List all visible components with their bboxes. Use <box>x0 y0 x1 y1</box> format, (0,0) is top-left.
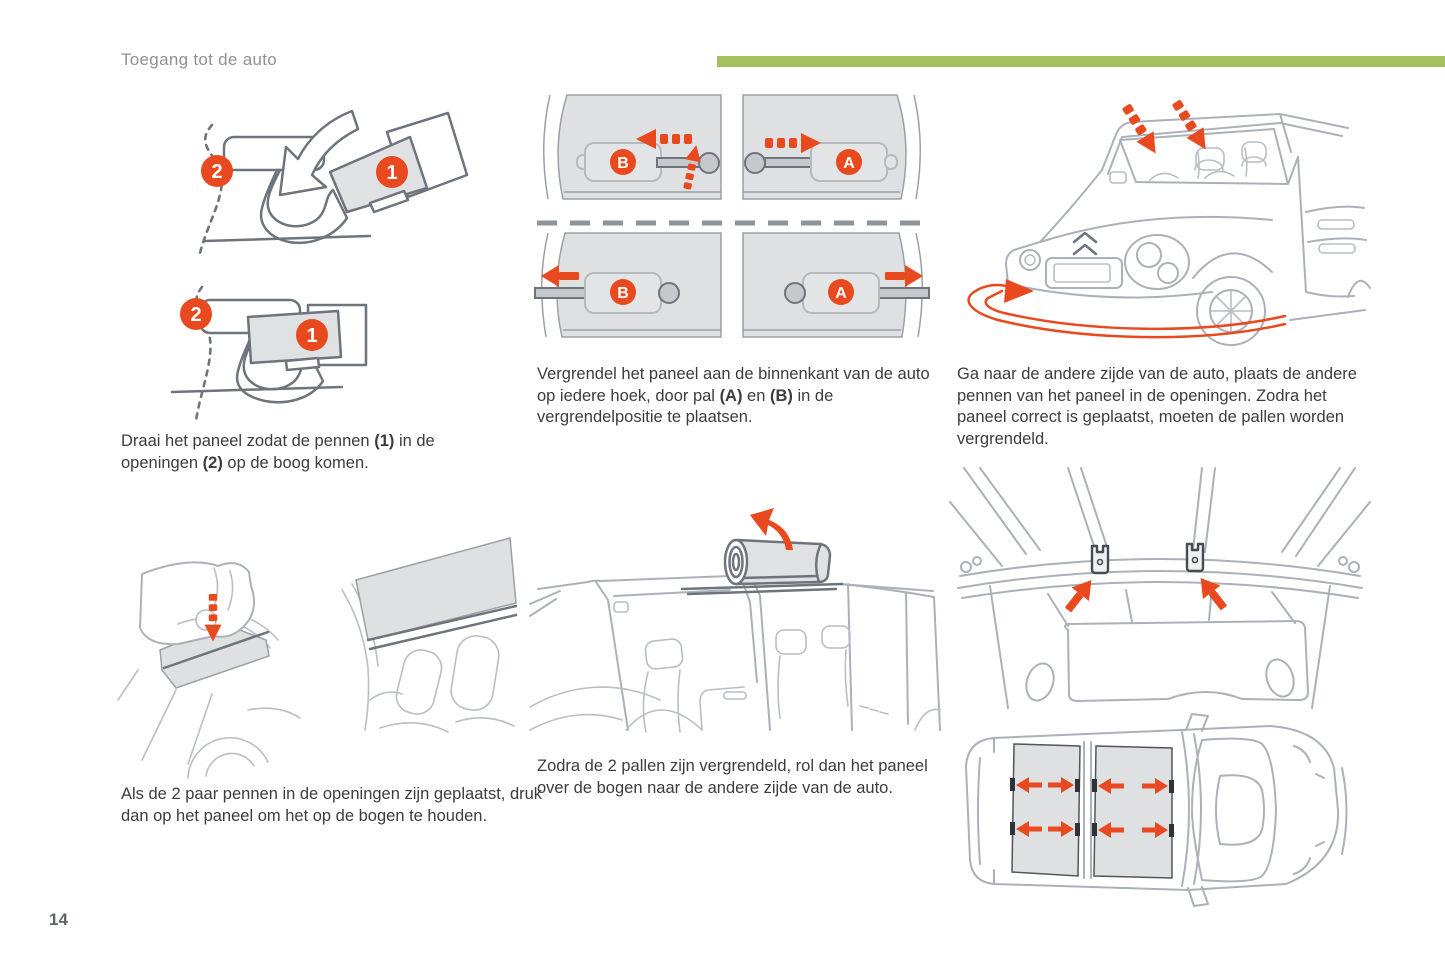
figure-rear-hoop-clips-illustration <box>950 468 1370 708</box>
figure-press-panel-illustration <box>118 528 518 778</box>
page-title: Toegang tot de auto <box>121 50 277 69</box>
badge-latch-b-bottom: B <box>617 285 629 302</box>
page-number: 14 <box>49 910 68 929</box>
badge-opening-top: 2 <box>211 161 223 183</box>
caption-rotate-panel: Draai het paneel zodat de pennen (1) in de openingen (2) op de boog komen. <box>121 432 435 472</box>
badge-latch-a-bottom: A <box>835 285 847 302</box>
badge-latch-a-top: A <box>843 155 855 172</box>
badge-opening-bottom: 2 <box>190 304 202 326</box>
badge-pin-top: 1 <box>386 162 398 184</box>
figure-top-view-illustration <box>950 712 1370 950</box>
caption-roll-panel: Zodra de 2 pallen zijn vergrendeld, rol dan het paneel over de bogen naar de andere zijde van de auto. <box>537 757 928 797</box>
accent-bar <box>717 56 1445 67</box>
caption-press-panel: Als de 2 paar pennen in de openingen zijn geplaatst, druk dan op het paneel om het op de bogen te houden. <box>121 785 543 825</box>
figure-car-front-illustration <box>950 92 1370 360</box>
badge-latch-b-top: B <box>617 155 629 172</box>
caption-lock-panel: Vergrendel het paneel aan de binnenkant van de auto op iedere hoek, door pal (A) en (B) in de vergrendelpositie te plaatsen. <box>537 365 930 426</box>
figure-latches-illustration <box>537 95 927 357</box>
figure-roll-panel-illustration <box>530 492 940 754</box>
caption-other-side: Ga naar de andere zijde van de auto, plaats de andere pennen van het paneel in de openingen. Zodra het paneel correct is geplaatst, moeten de pallen worden vergrendeld. <box>957 365 1357 448</box>
figure-rotate-panel-illustration <box>120 95 480 425</box>
badge-pin-bottom: 1 <box>306 325 318 347</box>
